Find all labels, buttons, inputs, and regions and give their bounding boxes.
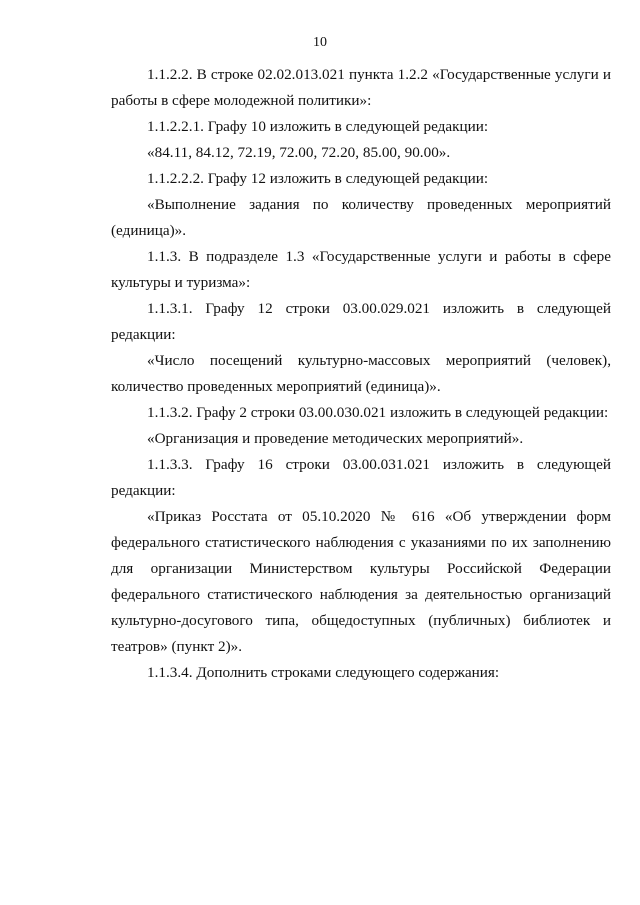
paragraph-1-1-3-1: 1.1.3.1. Графу 12 строки 03.00.029.021 изложить в следующей редакции: <box>111 300 611 343</box>
page-number: 10 <box>313 35 327 50</box>
paragraph-1-1-2-2-2: 1.1.2.2.2. Графу 12 изложить в следующей редакции: <box>147 170 489 187</box>
paragraph-visits-count: «Число посещений культурно-массовых мероприятий (человек), количество проведенных мероприятий (единица)». <box>111 352 611 395</box>
paragraph-1-1-3-3: 1.1.3.3. Графу 16 строки 03.00.031.021 изложить в следующей редакции: <box>111 456 611 499</box>
paragraph-rosstat-order: «Приказ Росстата от 05.10.2020 № 616 «Об утверждении форм федерального статистического наблюдения с указаниями по их заполнению для организации Министерством культуры Российской Федерации федерального статистического наблюдения за деятельностью организаций культурно-досугового типа, общедоступных (публичных) библиотек и театров» (пункт 2)». <box>111 508 611 655</box>
paragraph-okved-codes: «84.11, 84.12, 72.19, 72.00, 72.20, 85.00, 90.00». <box>147 144 451 161</box>
paragraph-1-1-3-4: 1.1.3.4. Дополнить строками следующего содержания: <box>147 664 500 681</box>
paragraph-1-1-2-2: 1.1.2.2. В строке 02.02.013.021 пункта 1.2.2 «Государственные услуги и работы в сфере молодежной политики»: <box>111 66 611 109</box>
paragraph-1-1-3-2: 1.1.3.2. Графу 2 строки 03.00.030.021 изложить в следующей редакции: <box>147 404 609 421</box>
document-body <box>111 62 611 686</box>
paragraph-1-1-3: 1.1.3. В подразделе 1.3 «Государственные услуги и работы в сфере культуры и туризма»: <box>111 248 611 291</box>
paragraph-task-execution: «Выполнение задания по количеству проведенных мероприятий (единица)». <box>111 196 611 239</box>
paragraph-1-1-2-2-1: 1.1.2.2.1. Графу 10 изложить в следующей редакции: <box>147 118 489 135</box>
paragraph-methodical-events: «Организация и проведение методических мероприятий». <box>147 430 524 447</box>
